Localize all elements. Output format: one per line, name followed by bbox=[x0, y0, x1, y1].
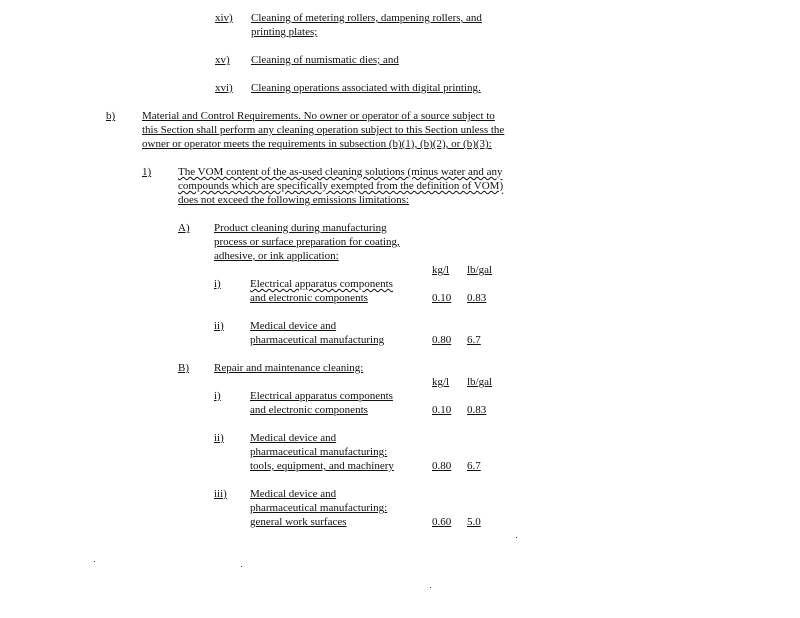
section-b-line-1: Material and Control Requirements. No owner or operator of a source subject to bbox=[142, 110, 495, 122]
section-b-line-2: this Section shall perform any cleaning operation subject to this Section unless the bbox=[142, 124, 505, 136]
group-a-row-ii-number: ii) bbox=[214, 320, 224, 332]
scan-speck bbox=[241, 566, 242, 567]
group-a-row-ii-kg: 0.80 bbox=[432, 334, 452, 346]
group-b-row-i-number: i) bbox=[214, 390, 221, 402]
group-a-label: A) bbox=[178, 222, 190, 234]
group-b-row-iii-line-2: pharmaceutical manufacturing: bbox=[250, 502, 388, 514]
group-b-row-i-lb: 0.83 bbox=[467, 404, 487, 416]
subsection-1-label: 1) bbox=[142, 166, 152, 178]
group-b-line-1: Repair and maintenance cleaning: bbox=[214, 362, 364, 374]
group-a-row-ii-lb: 6.7 bbox=[467, 334, 481, 346]
subsection-1-line-3: does not exceed the following emissions limitations: bbox=[178, 194, 409, 206]
group-b-row-ii-line-1: Medical device and bbox=[250, 432, 337, 444]
item-xvi-line-1: Cleaning operations associated with digital printing. bbox=[251, 82, 481, 94]
item-xv-line-1: Cleaning of numismatic dies; and bbox=[251, 54, 399, 66]
group-a-unit-lb-header: lb/gal bbox=[467, 264, 493, 276]
group-a-line-2: process or surface preparation for coating, bbox=[214, 236, 400, 248]
group-b-label: B) bbox=[178, 362, 189, 374]
group-b-row-iii-number: iii) bbox=[214, 488, 227, 500]
group-a-row-i-line-1: Electrical apparatus components bbox=[250, 278, 393, 290]
item-xiv-line-1: Cleaning of metering rollers, dampening rollers, and bbox=[251, 12, 482, 24]
group-b-row-i-line-2: and electronic components bbox=[250, 404, 368, 416]
group-a-row-ii-line-2: pharmaceutical manufacturing bbox=[250, 334, 385, 346]
subsection-1-line-2: compounds which are specifically exempted from the definition of VOM) bbox=[178, 180, 504, 192]
group-b-row-ii-line-2: pharmaceutical manufacturing: bbox=[250, 446, 388, 458]
group-b-row-ii-lb: 6.7 bbox=[467, 460, 481, 472]
group-b-row-i-line-1: Electrical apparatus components bbox=[250, 390, 393, 402]
group-b-row-i-kg: 0.10 bbox=[432, 404, 452, 416]
section-b-line-3: owner or operator meets the requirements in subsection (b)(1), (b)(2), or (b)(3): bbox=[142, 138, 492, 150]
group-b-row-iii-lb: 5.0 bbox=[467, 516, 481, 528]
group-b-unit-lb-header: lb/gal bbox=[467, 376, 493, 388]
group-a-line-1: Product cleaning during manufacturing bbox=[214, 222, 387, 234]
item-xvi-number: xvi) bbox=[215, 82, 233, 94]
item-xv-number: xv) bbox=[215, 54, 230, 66]
group-b-row-ii-kg: 0.80 bbox=[432, 460, 452, 472]
item-xiv-line-2: printing plates; bbox=[251, 26, 318, 38]
group-a-row-ii-line-1: Medical device and bbox=[250, 320, 337, 332]
subsection-1-line-1: The VOM content of the as-used cleaning solutions (minus water and any bbox=[178, 166, 503, 178]
group-a-row-i-number: i) bbox=[214, 278, 221, 290]
section-b-label: b) bbox=[106, 110, 116, 122]
group-b-row-iii-line-3: general work surfaces bbox=[250, 516, 347, 528]
group-b-row-ii-line-3: tools, equipment, and machinery bbox=[250, 460, 394, 472]
scan-speck bbox=[94, 561, 95, 562]
group-b-row-ii-number: ii) bbox=[214, 432, 224, 444]
group-a-row-i-kg: 0.10 bbox=[432, 292, 452, 304]
group-a-line-3: adhesive, or ink application: bbox=[214, 250, 339, 262]
group-a-row-i-line-2: and electronic components bbox=[250, 292, 368, 304]
group-b-row-iii-line-1: Medical device and bbox=[250, 488, 337, 500]
group-b-unit-kg-header: kg/l bbox=[432, 376, 450, 388]
group-b-row-iii-kg: 0.60 bbox=[432, 516, 452, 528]
group-a-row-i-lb: 0.83 bbox=[467, 292, 487, 304]
scan-speck bbox=[516, 537, 517, 538]
item-xiv-number: xiv) bbox=[215, 12, 233, 24]
group-a-unit-kg-header: kg/l bbox=[432, 264, 450, 276]
scan-speck bbox=[430, 587, 431, 588]
